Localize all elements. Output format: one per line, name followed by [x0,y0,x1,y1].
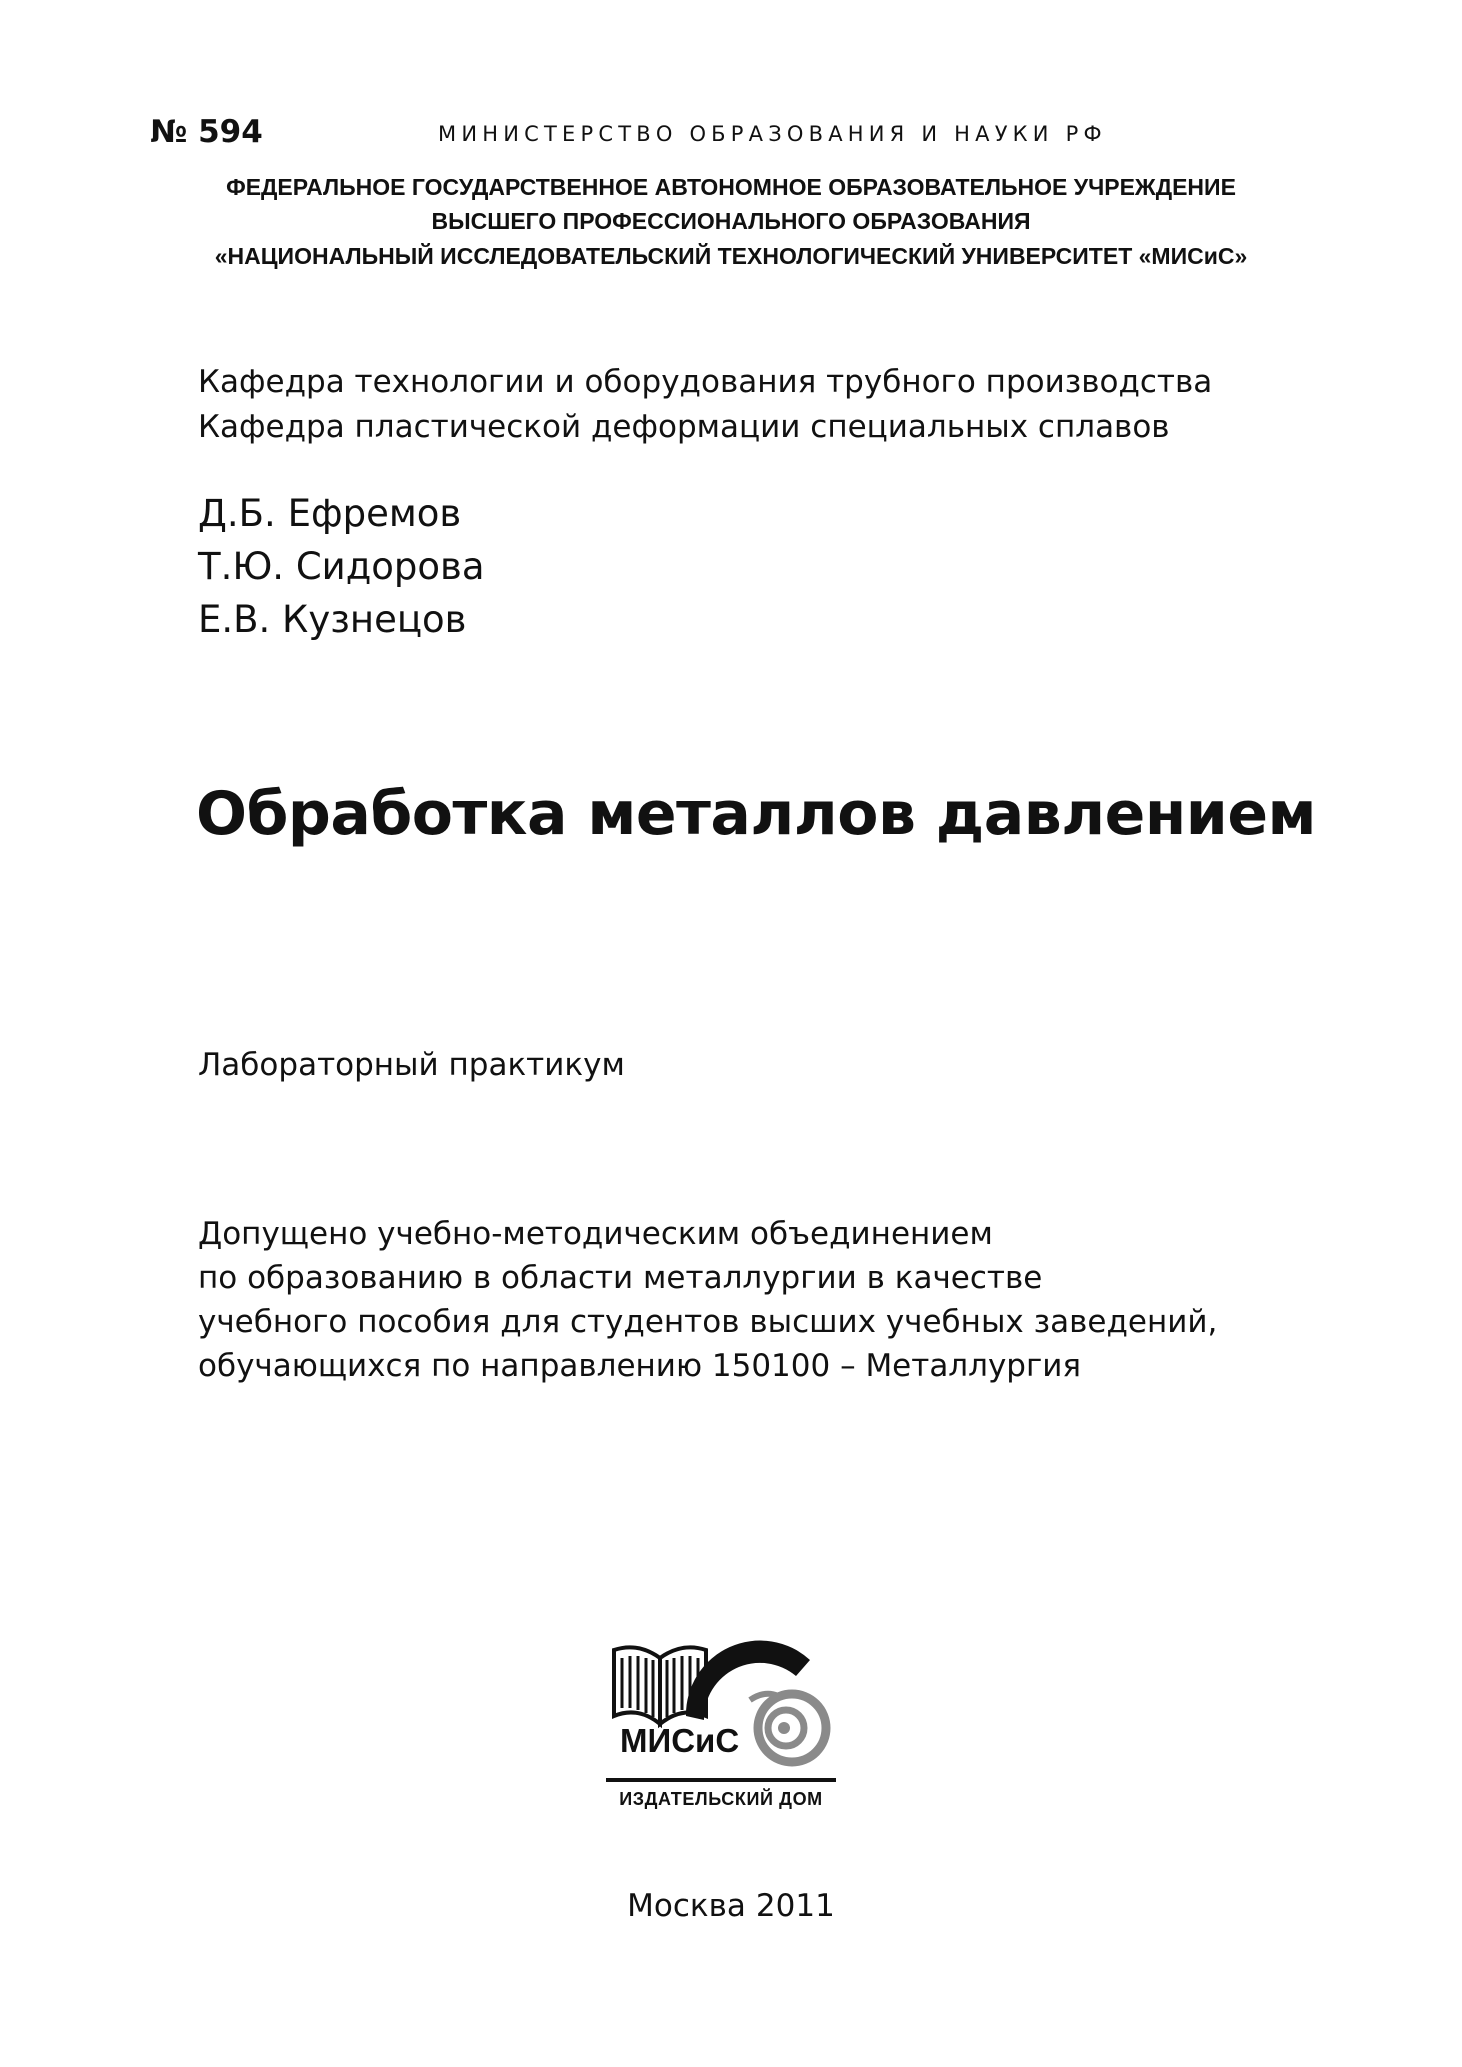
publication-city: Москва [627,1888,746,1924]
book-title: Обработка металлов давлением [196,779,1317,849]
publisher-caption: ИЗДАТЕЛЬСКИЙ ДОМ [619,1789,823,1809]
logo-divider [606,1778,836,1782]
document-number: № 594 [150,114,263,150]
author-3: Е.В. Кузнецов [198,598,467,641]
approval-line-4: обучающихся по направлению 150100 – Металлургия [198,1348,1082,1384]
book-subtitle: Лабораторный практикум [198,1047,625,1083]
publication-year: 2011 [755,1888,835,1924]
publisher-logo-text: МИСиС [620,1722,740,1759]
approval-line-3: учебного пособия для студентов высших учебных заведений, [198,1304,1218,1340]
author-2: Т.Ю. Сидорова [198,545,485,588]
institution-line-3: «НАЦИОНАЛЬНЫЙ ИССЛЕДОВАТЕЛЬСКИЙ ТЕХНОЛОГИЧЕСКИЙ УНИВЕРСИТЕТ «МИСиС» [214,243,1248,269]
institution-line-1: ФЕДЕРАЛЬНОЕ ГОСУДАРСТВЕННОЕ АВТОНОМНОЕ ОБРАЗОВАТЕЛЬНОЕ УЧРЕЖДЕНИЕ [226,174,1236,200]
approval-line-1: Допущено учебно-методическим объединением [198,1216,993,1252]
department-line-1: Кафедра технологии и оборудования трубного производства [198,364,1213,400]
city-year [0,1886,1462,1926]
author-1: Д.Б. Ефремов [198,492,462,535]
institution-line-2: ВЫСШЕГО ПРОФЕССИОНАЛЬНОГО ОБРАЗОВАНИЯ [431,208,1031,234]
department-line-2: Кафедра пластической деформации специальных сплавов [198,409,1170,445]
approval-line-2: по образованию в области металлургии в качестве [198,1260,1043,1296]
ministry-name: МИНИСТЕРСТВО ОБРАЗОВАНИЯ И НАУКИ РФ [438,122,1107,146]
